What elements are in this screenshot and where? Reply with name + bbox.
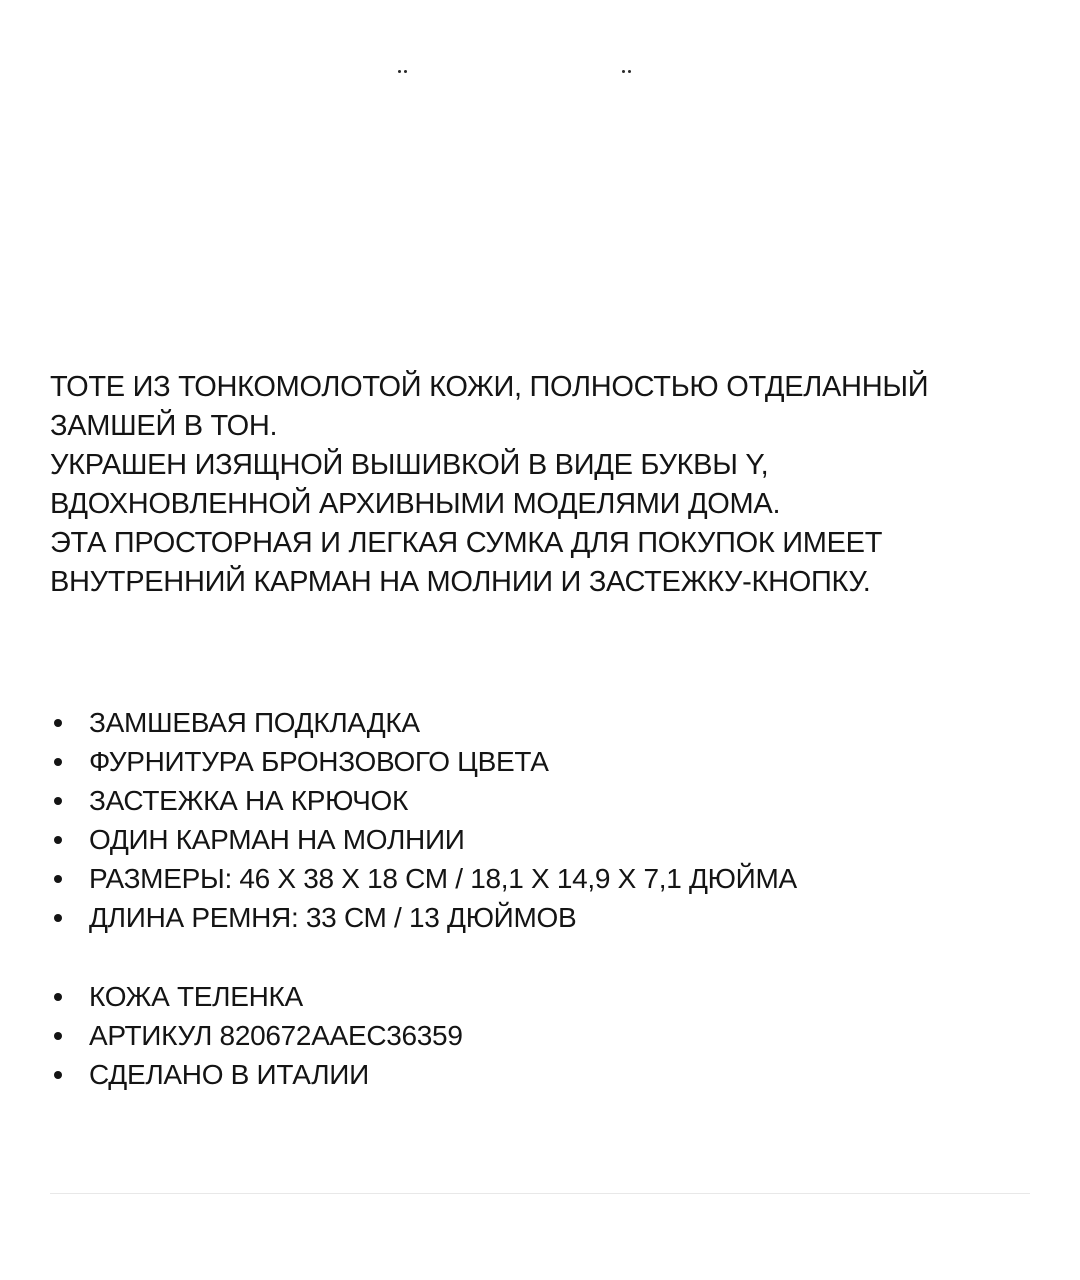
bullet-icon bbox=[54, 875, 62, 883]
list-item bbox=[50, 898, 1030, 937]
detail-text: КОЖА ТЕЛЕНКА bbox=[89, 981, 303, 1012]
list-item bbox=[50, 977, 1030, 1016]
bullet-icon bbox=[54, 797, 62, 805]
product-description bbox=[50, 368, 1030, 602]
list-item bbox=[50, 1055, 1030, 1094]
detail-text: СДЕЛАНО В ИТАЛИИ bbox=[89, 1059, 369, 1090]
details-list bbox=[50, 977, 1030, 1094]
bullet-icon bbox=[54, 758, 62, 766]
bullet-icon bbox=[54, 993, 62, 1001]
features-list bbox=[50, 703, 1030, 937]
mark-dot bbox=[628, 70, 631, 73]
feature-text: ФУРНИТУРА БРОНЗОВОГО ЦВЕТА bbox=[89, 746, 549, 777]
bullet-icon bbox=[54, 914, 62, 922]
list-item bbox=[50, 1016, 1030, 1055]
bullet-icon bbox=[54, 1071, 62, 1079]
list-item bbox=[50, 820, 1030, 859]
detail-text: АРТИКУЛ 820672AAEC36359 bbox=[89, 1020, 463, 1051]
feature-text: ОДИН КАРМАН НА МОЛНИИ bbox=[89, 824, 465, 855]
feature-text: ЗАСТЕЖКА НА КРЮЧОК bbox=[89, 785, 409, 816]
description-line: ВНУТРЕННИЙ КАРМАН НА МОЛНИИ И ЗАСТЕЖКУ-КНОПКУ. bbox=[50, 566, 871, 598]
feature-text: ЗАМШЕВАЯ ПОДКЛАДКА bbox=[89, 707, 420, 738]
list-item bbox=[50, 859, 1030, 898]
bullet-icon bbox=[54, 836, 62, 844]
mark-dot bbox=[398, 70, 401, 73]
top-edge-marks bbox=[0, 68, 1080, 78]
description-line: ЗАМШЕЙ В ТОН. bbox=[50, 410, 278, 442]
list-item bbox=[50, 742, 1030, 781]
mark-dot bbox=[404, 70, 407, 73]
list-item bbox=[50, 781, 1030, 820]
bullet-icon bbox=[54, 1032, 62, 1040]
bullet-icon bbox=[54, 719, 62, 727]
list-item bbox=[50, 703, 1030, 742]
feature-text: ДЛИНА РЕМНЯ: 33 СМ / 13 ДЮЙМОВ bbox=[89, 902, 577, 933]
feature-text: РАЗМЕРЫ: 46 X 38 X 18 СМ / 18,1 X 14,9 X 7,1 ДЮЙМА bbox=[89, 863, 797, 894]
mark-dot bbox=[622, 70, 625, 73]
bottom-divider bbox=[50, 1193, 1030, 1194]
description-line: ЭТА ПРОСТОРНАЯ И ЛЕГКАЯ СУМКА ДЛЯ ПОКУПОК ИМЕЕТ bbox=[50, 527, 883, 559]
description-line: ВДОХНОВЛЕННОЙ АРХИВНЫМИ МОДЕЛЯМИ ДОМА. bbox=[50, 488, 781, 520]
description-line: УКРАШЕН ИЗЯЩНОЙ ВЫШИВКОЙ В ВИДЕ БУКВЫ Y, bbox=[50, 449, 769, 481]
description-line: ТОТЕ ИЗ ТОНКОМОЛОТОЙ КОЖИ, ПОЛНОСТЬЮ ОТДЕЛАННЫЙ bbox=[50, 371, 929, 403]
